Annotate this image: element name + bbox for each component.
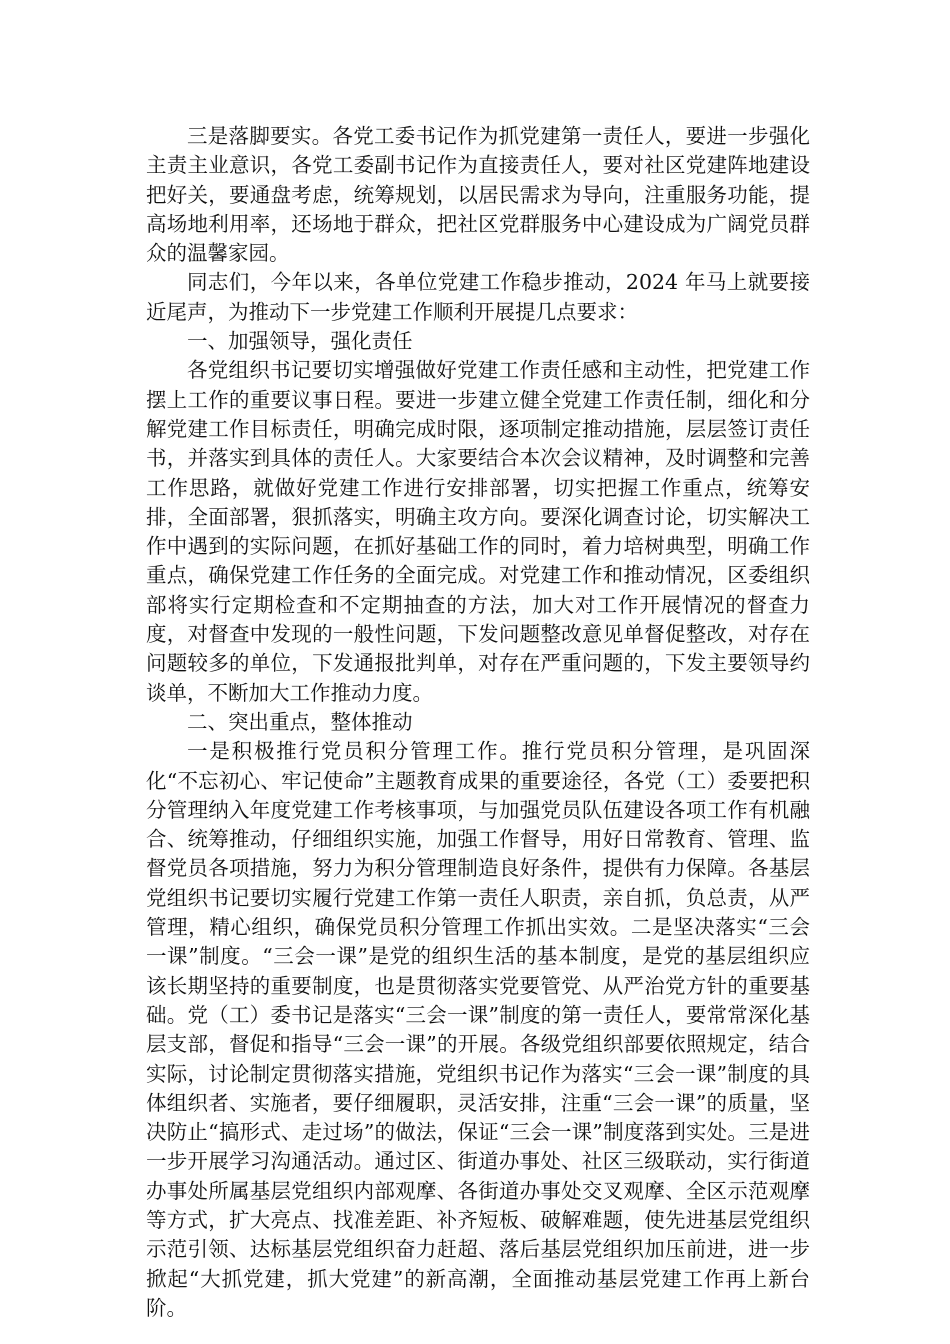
section-heading-1: 一、加强领导，强化责任 [187,329,413,354]
paragraph-luojiao-yaoshi: 三是落脚要实。各党工委书记作为抓党建第一责任人，要进一步强化主责主业意识，各党工委副书记作为直接责任人，要对社区党建阵地建设把好关，要通盘考虑，统筹规划，以居民需求为导向，注重服务功能，提高场地利用率，还场地于群众，把社区党群服务中心建设成为广阔党员群众的温馨家园。 [146,124,810,266]
section-heading-2: 二、突出重点，整体推动 [187,709,413,734]
paragraph-section-2-body: 一是积极推行党员积分管理工作。推行党员积分管理，是巩固深化“不忘初心、牢记使命”主题教育成果的重要途径，各党（工）委要把积分管理纳入年度党建工作考核事项，与加强党员队伍建设各项工作有机融合、统筹推动，仔细组织实施，加强工作督导，用好日常教育、管理、监督党员各项措施，努力为积分管理制造良好条件，提供有力保障。各基层党组织书记要切实履行党建工作第一责任人职责，亲自抓，负总责，从严管理，精心组织，确保党员积分管理工作抓出实效。二是坚决落实“三会一课”制度。“三会一课”是党的组织生活的基本制度，是党的基层组织应该长期坚持的重要制度，也是贯彻落实党要管党、从严治党方针的重要基础。党（工）委书记是落实“三会一课”制度的第一责任人，要常常深化基层支部，督促和指导“三会一课”的开展。各级党组织部要依照规定，结合实际，讨论制定贯彻落实措施，党组织书记作为落实“三会一课”制度的具体组织者、实施者，要仔细履职，灵活安排，注重“三会一课”的质量，坚决防止“搞形式、走过场”的做法，保证“三会一课”制度落到实处。三是进一步开展学习沟通活动。通过区、街道办事处、社区三级联动，实行街道办事处所属基层党组织内部观摩、各街道办事处交叉观摩、全区示范观摩等方式，扩大亮点、找准差距、补齐短板、破解难题，使先进基层党组织示范引领、达标基层党组织奋力赶超、落后基层党组织加压前进，进一步掀起“大抓党建，抓大党建”的新高潮，全面推动基层党建工作再上新台阶。 [146,739,810,1320]
paragraph-section-1-body: 各党组织书记要切实增强做好党建工作责任感和主动性，把党建工作摆上工作的重要议事日程。要进一步建立健全党建工作责任制，细化和分解党建工作目标责任，明确完成时限，逐项制定推动措施，层层签订责任书，并落实到具体的责任人。大家要结合本次会议精神，及时调整和完善工作思路，就做好党建工作进行安排部署，切实把握工作重点，统筹安排，全面部署，狠抓落实，明确主攻方向。要深化调查讨论，切实解决工作中遇到的实际问题，在抓好基础工作的同时，着力培树典型，明确工作重点，确保党建工作任务的全面完成。对党建工作和推动情况，区委组织部将实行定期检查和不定期抽查的方法，加大对工作开展情况的督查力度，对督查中发现的一般性问题，下发问题整改意见单督促整改，对存在问题较多的单位，下发通报批判单，对存在严重问题的，下发主要领导约谈单，不断加大工作推动力度。 [146,358,810,705]
document-body [146,122,810,1323]
paragraph-tongzhimen: 同志们，今年以来，各单位党建工作稳步推动，2024 年马上就要接近尾声，为推动下一步党建工作顺利开展提几点要求： [146,270,810,324]
